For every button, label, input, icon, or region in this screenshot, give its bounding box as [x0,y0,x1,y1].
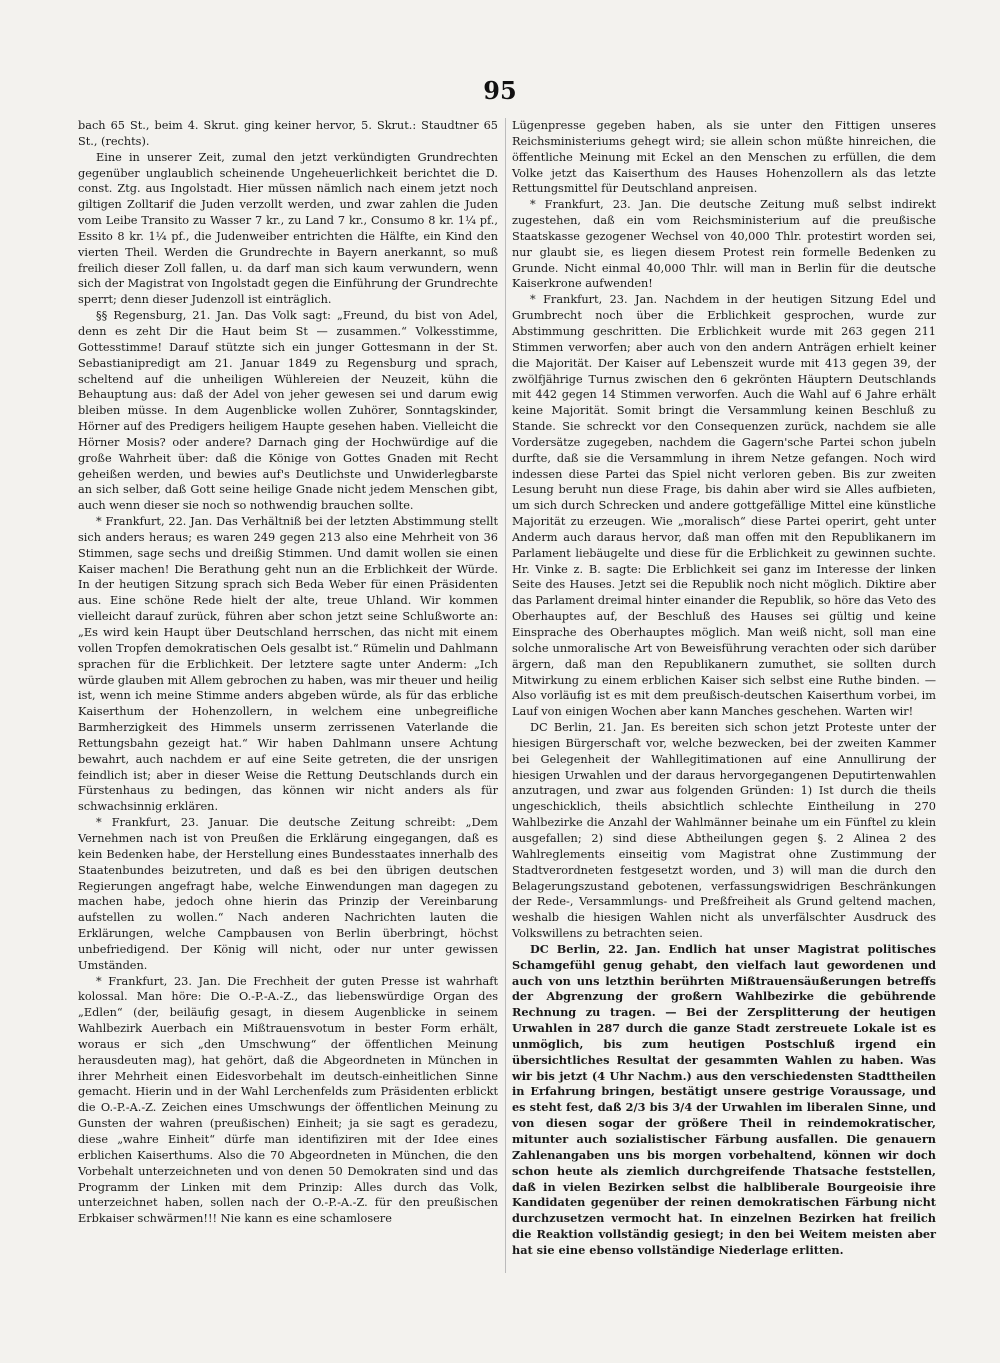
article-paragraph: Eine in unserer Zeit, zumal den jetzt verkündigten Grundrechten gegenüber unglaublich scheinende Ungeheuerlichkeit berichtet die D. const. Ztg. aus Ingolstadt. Hier müssen nämlich nach einem jetzt noch giltigen Zolltarif die Juden verzollt werden, und zwar zahlen die Juden vom Leibe Transito zu Wasser 7 kr., zu Land 7 kr., Consumo 8 kr. 1¼ pf., Essito 8 kr. 1¼ pf., die Judenweiber entrichten die Hälfte, ein Kind den vierten Theil. Werden die Grundrechte in Bayern anerkannt, so muß freilich dieser Zoll fallen, u. da darf man sich kaum verwundern, wenn sich der Magistrat von Ingolstadt gegen die Einführung der Grundrechte sperrt; denn dieser Judenzoll ist einträglich. [78,150,498,307]
article-paragraph: bach 65 St., beim 4. Skrut. ging keiner hervor, 5. Skrut.: Staudtner 65 St., (rechts). [78,119,498,148]
page-number: 95 [483,76,517,105]
article-paragraph: * Frankfurt, 23. Jan. Nachdem in der heutigen Sitzung Edel und Grumbrecht noch über die Erblichkeit gesprochen, wurde zur Abstimmung geschritten. Die Erblichkeit wurde mit 263 gegen 211 Stimmen verworfen; aber auch von den andern Anträgen erhielt keiner die Majorität. Der Kaiser auf Lebenszeit wurde mit 413 gegen 39, der zwölfjährige Turnus zwischen den 6 gekrönten Häuptern Deutschlands mit 442 gegen 14 Stimmen verworfen. Auch die Wahl auf 6 Jahre erhält keine Majorität. Somit bringt die Versammlung keinen Beschluß zu Stande. Sie schreckt vor den Consequenzen zurück, nachdem sie alle Vordersätze zugegeben, nachdem die Gagern'sche Partei schon jubeln durfte, daß sie die Versammlung in ihrem Netze gefangen. Noch wird indessen diese Partei das Spiel nicht verloren geben. Bis zur zweiten Lesung beruht nun diese Frage, bis dahin aber wird sie Alles aufbieten, um sich durch Schrecken und andere gottgefällige Mittel eine künstliche Majorität zu erzeugen. Wie „moralisch“ diese Partei operirt, geht unter Anderm auch daraus hervor, daß man offen mit den Republikanern im Parlament liebäugelte und diese für die Erblichkeit zu gewinnen suchte. Hr. Vinke z. B. sagte: Die Erblichkeit sei ganz im Interesse der linken Seite des Hauses. Jetzt sei die Republik noch nicht möglich. Diktire aber das Parlament dreimal hinter einander die Republik, so höre das Veto des Oberhauptes auf, der Beschluß des Hauses sei gültig und keine Einsprache des Oberhauptes möglich. Man weiß nicht, soll man eine solche unmoralische Art von Beweisführung verachten oder sich darüber ärgern, daß man den Republikanern zumuthet, sie sollten durch Mitwirkung zu einem erblichen Kaiser sich selbst eine Ruthe binden. — Also vorläufig ist es mit dem preußisch-deutschen Kaiserthum vorbei, im Lauf von einigen Wochen aber kann Manches geschehen. Warten wir! [512,293,936,719]
article-paragraph: Lügenpresse gegeben haben, als sie unter den Fittigen unseres Reichsministeriums gehegt wird; sie allein schon müßte hinreichen, die öffentliche Meinung mit Eckel an den Menschen zu erfüllen, die dem Volke jetzt das Kaiserthum des Hauses Hohenzollern als das letzte Rettungsmittel für Deutschland anpreisen. [512,119,936,196]
article-paragraph: * Frankfurt, 23. Jan. Die deutsche Zeitung muß selbst indirekt zugestehen, daß ein vom Reichsministerium auf die preußische Staatskasse gezogener Wechsel von 40,000 Thlr. protestirt worden sei, nur glaubt sie, es liegen diesem Protest rein formelle Bedenken zu Grunde. Nicht einmal 40,000 Thlr. will man in Berlin für die deutsche Kaiserkrone aufwenden! [512,198,936,291]
left-column [78,118,498,1227]
right-column [512,118,936,1259]
column-divider [505,118,506,1273]
article-paragraph: * Frankfurt, 23. Januar. Die deutsche Zeitung schreibt: „Dem Vernehmen nach ist von Preußen die Erklärung eingegangen, daß es kein Bedenken habe, der Herstellung eines Bundesstaates innerhalb des Staatenbundes beizutreten, und daß es bei den übrigen deutschen Regierungen angefragt habe, welche Einwendungen man dagegen zu machen habe, jedoch ohne hierin das Prinzip der Vereinbarung aufstellen zu wollen.“ Nach anderen Nachrichten lauten die Erklärungen, welche Campbausen von Berlin überbringt, höchst unbefriedigend. Der König will nicht, oder nur unter gewissen Umständen. [78,816,498,972]
article-paragraph: DC Berlin, 21. Jan. Es bereiten sich schon jetzt Proteste unter der hiesigen Bürgerschaft vor, welche bezwecken, bei der zweiten Kammer bei Gelegenheit der Wahllegitimationen auf eine Annullirung der hiesigen Urwahlen und der daraus hervorgegangenen Deputirtenwahlen anzutragen, und zwar aus folgenden Gründen: 1) Ist durch die theils ungeschicklich, theils absichtlich schlechte Eintheilung in 270 Wahlbezirke die Anzahl der Wahlmänner beinahe um ein Fünftel zu klein ausgefallen; 2) sind diese Abtheilungen gegen §. 2 Alinea 2 des Wahlreglements einseitig vom Magistrat ohne Zustimmung der Stadtverordneten festgesetzt worden, und 3) will man die durch den Belagerungszustand gebotenen, verfassungswidrigen Beschränkungen der Rede-, Versammlungs- und Preßfreiheit als Grund geltend machen, weshalb die hiesigen Wahlen nicht als unverfälschter Ausdruck des Volkswillens zu betrachten seien. [512,721,936,941]
article-paragraph: §§ Regensburg, 21. Jan. Das Volk sagt: „Freund, du bist von Adel, denn es zeht Dir die Haut beim St — zusammen.“ Volkesstimme, Gottesstimme! Darauf stützte sich ein junger Gottesmann in der St. Sebastianipredigt am 21. Januar 1849 zu Regensburg und sprach, scheltend auf die unheiligen Wühlereien der Neuzeit, kühn die Behauptung aus: daß der Adel von jeher gewesen sei und darum ewig bleiben müsse. In dem Augenblicke wollen Zuhörer, Sonntagskinder, Hörner auf des Predigers heiligem Haupte gesehen haben. Vielleicht die Hörner Mosis? oder andere? Darnach ging der Hochwürdige auf die große Wahrheit über: daß die Könige von Gottes Gnaden mit Recht geheißen werden, und bewies auf's Deutlichste und Unwiderlegbarste an sich selber, daß Gott seine heilige Gnade nicht jedem Menschen gibt, auch wenn dieser sie noch so nothwendig brauchen sollte. [78,309,498,513]
article-paragraph: * Frankfurt, 23. Jan. Die Frechheit der guten Presse ist wahrhaft kolossal. Man höre: Die O.-P.-A.-Z., das liebenswürdige Organ des „Edlen“ (der, beiläufig gesagt, in diesem Augenblicke in seinem Wahlbezirk Auerbach ein Mißtrauensvotum in bester Form erhält, woraus er sich „den Umschwung“ der öffentlichen Meinung herausdeuten mag), hat gehört, daß die Abgeordneten in München in ihrer Mehrheit einen Eidesvorbehalt im deutsch-einheitlichen Sinne gemacht. Hierin und in der Wahl Lerchenfelds zum Präsidenten erblickt die O.-P.-A.-Z. Zeichen eines Umschwungs der öffentlichen Meinung zu Gunsten der wahren (preußischen) Einheit; ja sie sagt es geradezu, diese „wahre Einheit“ dürfe man identifiziren mit der Idee eines erblichen Kaiserthums. Also die 70 Abgeordneten in München, die den Vorbehalt unterzeichneten und von denen 50 Demokraten sind und das Programm der Linken mit dem Prinzip: Alles durch das Volk, unterzeichnet haben, sollen nach der O.-P.-A.-Z. für den preußischen Erbkaiser schwärmen!!! Nie kann es eine schamlosere [78,974,498,1226]
article-paragraph: * Frankfurt, 22. Jan. Das Verhältniß bei der letzten Abstimmung stellt sich anders heraus; es waren 249 gegen 213 also eine Mehrheit von 36 Stimmen, sage sechs und dreißig Stimmen. Und damit wollen sie einen Kaiser machen! Die Berathung geht nun an die Erblichkeit der Würde. In der heutigen Sitzung sprach sich Beda Weber für einen Präsidenten aus. Eine schöne Rede hielt der alte, treue Uhland. Wir kommen vielleicht darauf zurück, führen aber schon jetzt seine Schlußworte an: „Es wird kein Haupt über Deutschland herrschen, das nicht mit einem vollen Tropfen demokratischen Oels gesalbt ist.“ Rümelin und Dahlmann sprachen für die Erblichkeit. Der letztere sagte unter Anderm: „Ich würde glauben mit Allem gebrochen zu haben, was mir theuer und heilig ist, wenn ich meine Stimme anders abgeben würde, als für das erbliche Kaiserthum der Hohenzollern, in welchem eine unbegreifliche Barmherzigkeit des Himmels unserm zerrissenen Vaterlande die Rettungsbahn gezeigt hat.“ Wir haben Dahlmann unsere Achtung bewahrt, auch nachdem er auf eine Seite getreten, die der unsrigen feindlich ist; aber in dieser Weise die Rettung Deutschlands durch ein Fürstenhaus zu bedingen, das können wir nicht anders als für schwachsinnig erklären. [78,515,498,814]
article-paragraph: DC Berlin, 22. Jan. Endlich hat unser Magistrat politisches Schamgefühl genug gehabt, den vielfach laut gewordenen und auch von uns letzthin berührten Mißtrauensäußerungen betreffs der Abgrenzung der großern Wahlbezirke die gebührende Rechnung zu tragen. — Bei der Zersplitterung der heutigen Urwahlen in 287 durch die ganze Stadt zerstreuete Lokale ist es unmöglich, bis zum heutigen Postschluß irgend ein übersichtliches Resultat der gesammten Wahlen zu haben. Was wir bis jetzt (4 Uhr Nachm.) aus den verschiedensten Stadttheilen in Erfahrung bringen, bestätigt unsere gestrige Voraussage, und es steht fest, daß 2/3 bis 3/4 der Urwahlen im liberalen Sinne, und von diesen sogar der größere Theil in reindemokratischer, mitunter auch sozialistischer Färbung ausfallen. Die genauern Zahlenangaben uns bis morgen vorbehaltend, können wir doch schon heute als ziemlich durchgreifende Thatsache feststellen, daß in vielen Bezirken selbst die halbliberale Bourgeoisie ihre Kandidaten gegenüber der reinen demokratischen Färbung nicht durchzusetzen vermocht hat. In einzelnen Bezirken hat freilich die Reaktion vollständig gesiegt; in den bei Weitem meisten aber hat sie eine ebenso vollständige Niederlage erlitten. [512,941,936,1257]
